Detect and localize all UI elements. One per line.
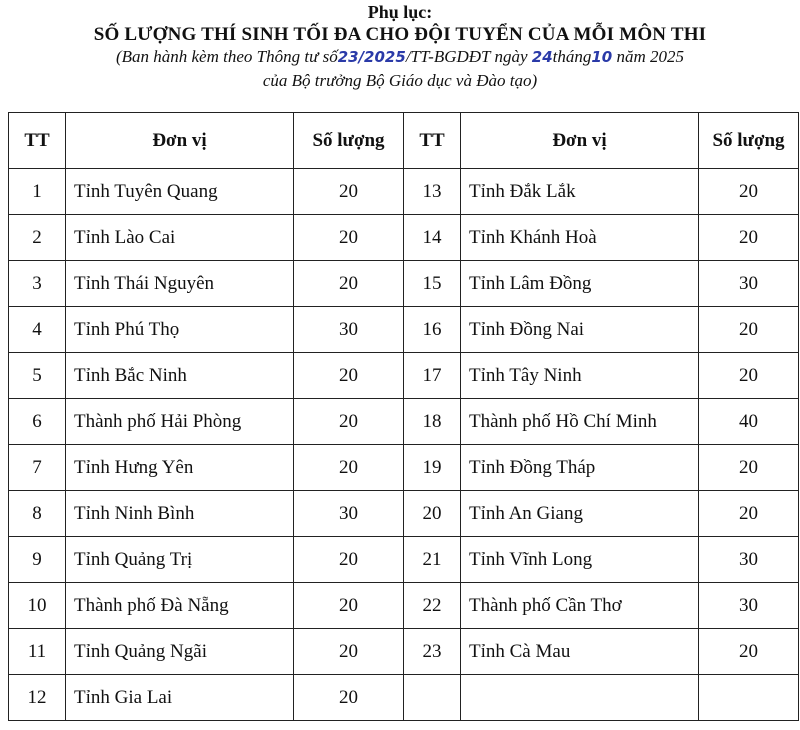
unit-name-cell: Tỉnh Đồng Tháp (461, 445, 699, 491)
circular-number-handwritten: 23/2025 (337, 48, 406, 66)
table-row (9, 169, 799, 215)
issuance-note-code: /TT-BGDĐT ngày (405, 47, 528, 66)
header-tt: TT (404, 113, 461, 169)
table-row (9, 445, 799, 491)
table-row (9, 353, 799, 399)
unit-name-cell: Tỉnh Gia Lai (66, 675, 294, 721)
quantity-cell: 20 (699, 629, 799, 675)
quantity-cell: 30 (699, 583, 799, 629)
month-label: tháng (552, 47, 592, 66)
quantity-cell: 30 (294, 491, 404, 537)
row-number-cell: 11 (9, 629, 66, 675)
quantity-cell: 20 (294, 629, 404, 675)
quantity-cell: 40 (699, 399, 799, 445)
quantity-cell: 20 (294, 445, 404, 491)
quantity-cell: 20 (294, 675, 404, 721)
row-number-cell (404, 675, 461, 721)
table-row (9, 215, 799, 261)
unit-name-cell: Tỉnh Cà Mau (461, 629, 699, 675)
row-number-cell: 12 (9, 675, 66, 721)
row-number-cell: 5 (9, 353, 66, 399)
quantity-cell: 20 (294, 261, 404, 307)
unit-name-cell: Tỉnh Thái Nguyên (66, 261, 294, 307)
unit-name-cell: Tỉnh Lào Cai (66, 215, 294, 261)
table-row (9, 399, 799, 445)
row-number-cell: 6 (9, 399, 66, 445)
quantity-cell: 20 (294, 353, 404, 399)
unit-name-cell (461, 675, 699, 721)
table-row (9, 537, 799, 583)
quantity-cell (699, 675, 799, 721)
unit-name-cell: Tỉnh An Giang (461, 491, 699, 537)
row-number-cell: 16 (404, 307, 461, 353)
table-row (9, 629, 799, 675)
table-row (9, 583, 799, 629)
quantity-cell: 20 (699, 491, 799, 537)
row-number-cell: 19 (404, 445, 461, 491)
row-number-cell: 7 (9, 445, 66, 491)
row-number-cell: 14 (404, 215, 461, 261)
table-row (9, 261, 799, 307)
header-quantity: Số lượng (699, 113, 799, 169)
unit-name-cell: Tỉnh Vĩnh Long (461, 537, 699, 583)
quota-table (8, 112, 799, 721)
quantity-cell: 30 (699, 537, 799, 583)
table-row (9, 491, 799, 537)
row-number-cell: 20 (404, 491, 461, 537)
row-number-cell: 17 (404, 353, 461, 399)
quantity-cell: 20 (699, 445, 799, 491)
issuance-note-line2: của Bộ trưởng Bộ Giáo dục và Đào tạo) (262, 71, 538, 90)
day-handwritten: 24 (531, 48, 553, 66)
row-number-cell: 21 (404, 537, 461, 583)
issuance-note-prefix: (Ban hành kèm theo Thông tư số (115, 47, 338, 66)
row-number-cell: 1 (9, 169, 66, 215)
quantity-cell: 20 (699, 169, 799, 215)
quantity-cell: 20 (294, 537, 404, 583)
unit-name-cell: Tỉnh Quảng Trị (66, 537, 294, 583)
table-header-row (9, 113, 799, 169)
unit-name-cell: Tỉnh Quảng Ngãi (66, 629, 294, 675)
unit-name-cell: Thành phố Hải Phòng (66, 399, 294, 445)
table-row (9, 307, 799, 353)
unit-name-cell: Tỉnh Đắk Lắk (461, 169, 699, 215)
unit-name-cell: Tỉnh Lâm Đồng (461, 261, 699, 307)
row-number-cell: 23 (404, 629, 461, 675)
header-unit: Đơn vị (461, 113, 699, 169)
quantity-cell: 30 (294, 307, 404, 353)
quantity-cell: 20 (294, 583, 404, 629)
unit-name-cell: Tỉnh Hưng Yên (66, 445, 294, 491)
row-number-cell: 10 (9, 583, 66, 629)
row-number-cell: 3 (9, 261, 66, 307)
row-number-cell: 9 (9, 537, 66, 583)
header-unit: Đơn vị (66, 113, 294, 169)
document-title: SỐ LƯỢNG THÍ SINH TỐI ĐA CHO ĐỘI TUYỂN CỦA MỖI MÔN THI (93, 24, 707, 45)
quantity-cell: 20 (294, 169, 404, 215)
unit-name-cell: Tỉnh Tuyên Quang (66, 169, 294, 215)
quantity-cell: 20 (699, 353, 799, 399)
row-number-cell: 13 (404, 169, 461, 215)
unit-name-cell: Tỉnh Bắc Ninh (66, 353, 294, 399)
issuance-note-line1 (0, 47, 800, 67)
row-number-cell: 18 (404, 399, 461, 445)
month-handwritten: 10 (591, 48, 613, 66)
header-quantity: Số lượng (294, 113, 404, 169)
year-label: năm 2025 (616, 47, 685, 66)
row-number-cell: 8 (9, 491, 66, 537)
unit-name-cell: Thành phố Cần Thơ (461, 583, 699, 629)
row-number-cell: 2 (9, 215, 66, 261)
quantity-cell: 30 (699, 261, 799, 307)
quantity-cell: 20 (699, 215, 799, 261)
row-number-cell: 4 (9, 307, 66, 353)
unit-name-cell: Thành phố Hồ Chí Minh (461, 399, 699, 445)
unit-name-cell: Tỉnh Khánh Hoà (461, 215, 699, 261)
table-row (9, 675, 799, 721)
quantity-cell: 20 (294, 215, 404, 261)
appendix-label: Phụ lục: (367, 2, 433, 22)
unit-name-cell: Tỉnh Ninh Bình (66, 491, 294, 537)
unit-name-cell: Thành phố Đà Nẵng (66, 583, 294, 629)
unit-name-cell: Tỉnh Đồng Nai (461, 307, 699, 353)
header-tt: TT (9, 113, 66, 169)
row-number-cell: 15 (404, 261, 461, 307)
quantity-cell: 20 (294, 399, 404, 445)
row-number-cell: 22 (404, 583, 461, 629)
quantity-cell: 20 (699, 307, 799, 353)
unit-name-cell: Tỉnh Tây Ninh (461, 353, 699, 399)
unit-name-cell: Tỉnh Phú Thọ (66, 307, 294, 353)
